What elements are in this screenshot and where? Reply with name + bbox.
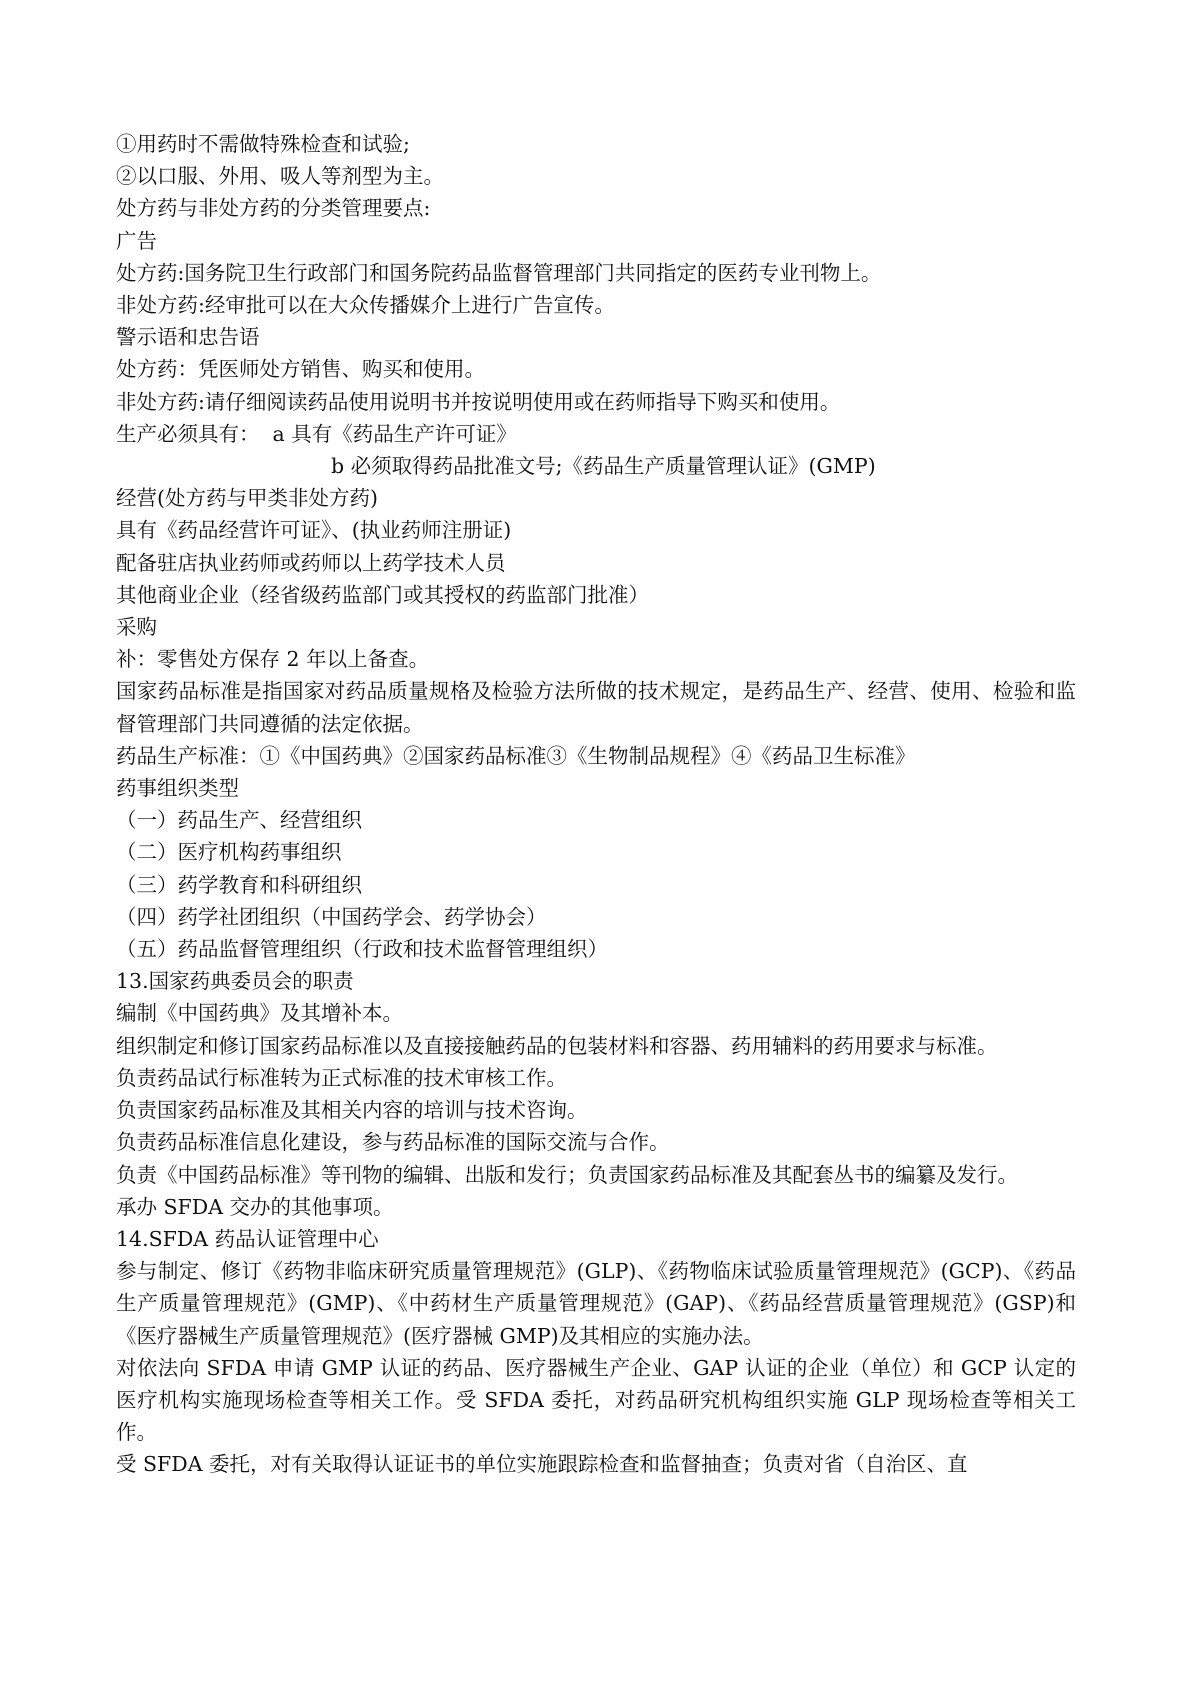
text-line: 补：零售处方保存 2 年以上备查。 [116,647,430,672]
list-item: （五）药品监督管理组织（行政和技术监督管理组织） [116,937,608,962]
paragraph: 参与制定、修订《药物非临床研究质量管理规范》(GLP)、《药物临床试验质量管理规范》(GCP)、《药品生产质量管理规范》(GMP)、《中药材生产质量管理规范》(GAP)、《药品经营质量管理规范》(GSP)和《医疗器械生产质量管理规范》(医疗器械 GMP)及其相应的实施办法。 [116,1259,1076,1348]
text-line: 编制《中国药典》及其增补本。 [116,1001,403,1026]
text-line: 配备驻店执业药师或药师以上药学技术人员 [116,550,506,575]
text-line: 负责国家药品标准及其相关内容的培训与技术咨询。 [116,1098,588,1123]
list-item: （一）药品生产、经营组织 [116,808,362,833]
list-item: （三）药学教育和科研组织 [116,872,362,897]
text-line: 生产必须具有： a 具有《药品生产许可证》 [116,421,517,446]
paragraph: 对依法向 SFDA 申请 GMP 认证的药品、医疗器械生产企业、GAP 认证的企业（单位）和 GCP 认定的医疗机构实施现场检查等相关工作。受 SFDA 委托，对药品研究机构组织实施 GLP 现场检查等相关工作。 [116,1355,1076,1445]
text-line-indented: b 必须取得药品批准文号;《药品生产质量管理认证》(GMP) [331,454,876,479]
paragraph: 国家药品标准是指国家对药品质量规格及检验方法所做的技术规定，是药品生产、经营、使用、检验和监督管理部门共同遵循的法定依据。 [116,679,1076,736]
text-line: 非处方药:请仔细阅读药品使用说明书并按说明使用或在药师指导下购买和使用。 [116,389,841,414]
text-line: 受 SFDA 委托，对有关取得认证证书的单位实施跟踪检查和监督抽查；负责对省（自治区、直 [116,1452,968,1477]
text-line: 具有《药品经营许可证》、(执业药师注册证) [116,518,512,543]
text-line: 其他商业企业（经省级药监部门或其授权的药监部门批准） [116,582,649,607]
text-line: 药事组织类型 [116,776,239,801]
text-line: 处方药:国务院卫生行政部门和国务院药品监督管理部门共同指定的医药专业刊物上。 [116,260,882,285]
text-line: 广告 [116,228,157,253]
section-heading: 13.国家药典委员会的职责 [116,969,354,994]
text-line: 处方药：凭医师处方销售、购买和使用。 [116,357,485,382]
text-line: ②以口服、外用、吸人等剂型为主。 [116,164,444,189]
text-line: 采购 [116,615,157,640]
text-line: 负责药品试行标准转为正式标准的技术审核工作。 [116,1065,567,1090]
text-line: ①用药时不需做特殊检查和试验; [116,132,410,156]
document-page [116,128,1076,1481]
text-line: 处方药与非处方药的分类管理要点: [116,196,431,221]
text-line: 经营(处方药与甲类非处方药) [116,486,378,511]
text-line: 负责药品标准信息化建设，参与药品标准的国际交流与合作。 [116,1130,670,1155]
text-line: 承办 SFDA 交办的其他事项。 [116,1194,394,1219]
list-item: （二）医疗机构药事组织 [116,840,342,865]
section-heading: 14.SFDA 药品认证管理中心 [116,1226,379,1251]
text-line: 警示语和忠告语 [116,325,260,350]
paragraph: 负责《中国药品标准》等刊物的编辑、出版和发行；负责国家药品标准及其配套丛书的编纂及发行。 [116,1162,1018,1187]
text-line: 非处方药:经审批可以在大众传播媒介上进行广告宣传。 [116,293,615,318]
text-line: 药品生产标准：①《中国药典》②国家药品标准③《生物制品规程》④《药品卫生标准》 [116,743,916,768]
list-item: （四）药学社团组织（中国药学会、药学协会） [116,904,547,929]
paragraph: 组织制定和修订国家药品标准以及直接接触药品的包装材料和容器、药用辅料的药用要求与标准。 [116,1033,998,1058]
